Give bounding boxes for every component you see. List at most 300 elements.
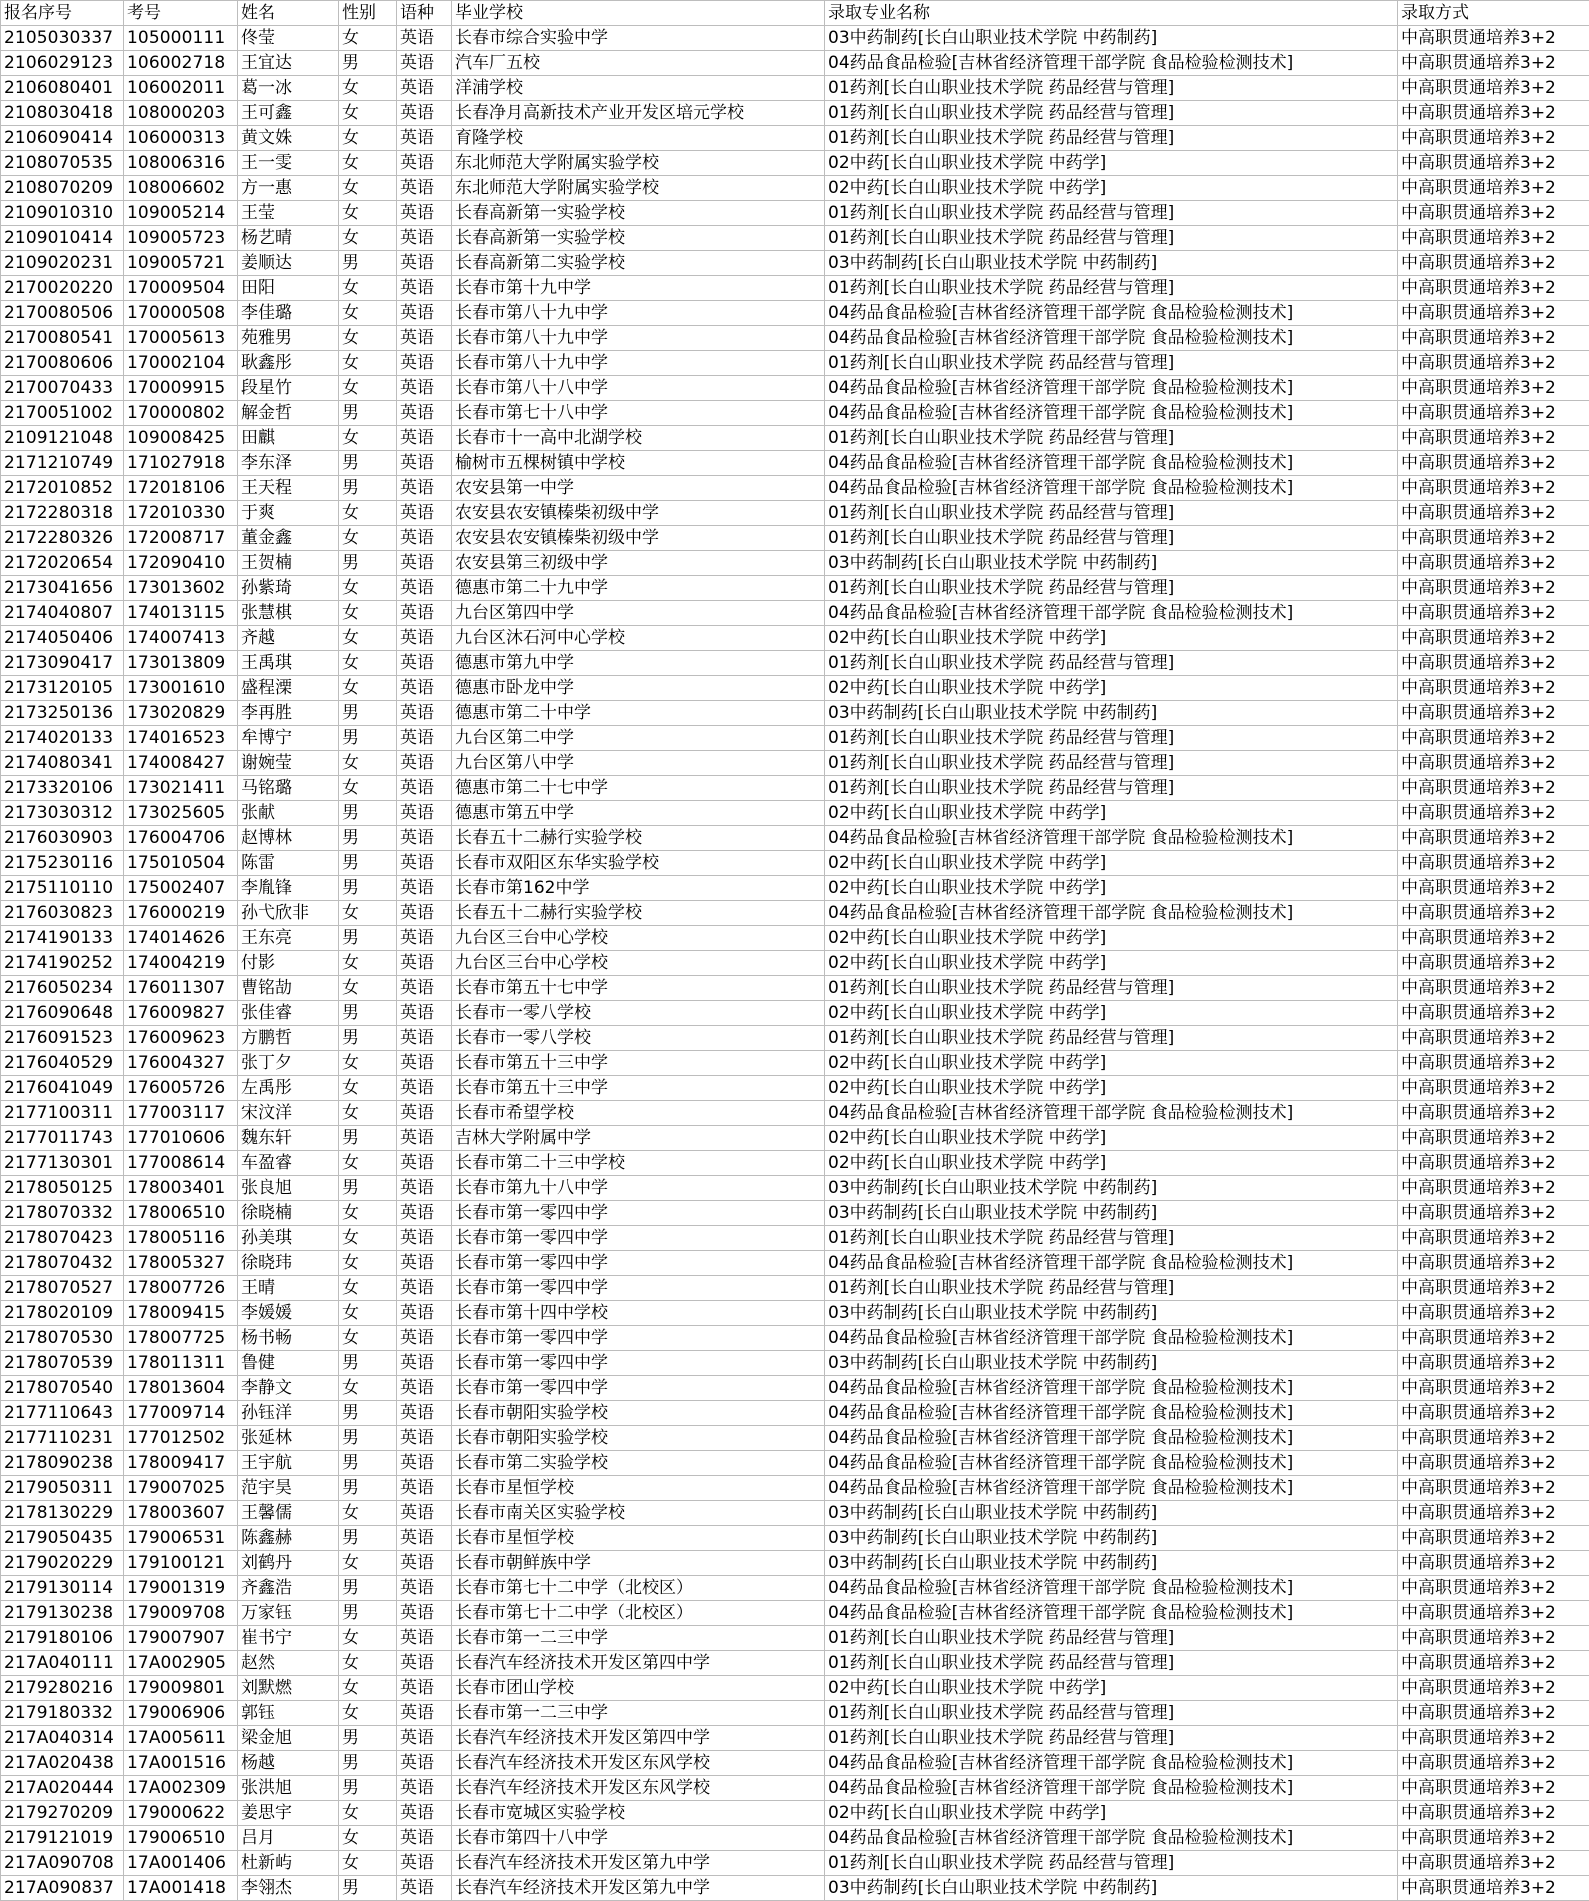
student-name-cell[interactable]: 张慧棋 — [238, 601, 339, 626]
reg-no-cell[interactable]: 2106090414 — [1, 126, 124, 151]
exam-no-cell[interactable]: 179007907 — [124, 1626, 238, 1651]
reg-no-cell[interactable]: 2174040807 — [1, 601, 124, 626]
exam-no-cell[interactable]: 173013602 — [124, 576, 238, 601]
gender-cell[interactable]: 男 — [339, 1776, 397, 1801]
admission-method-cell[interactable]: 中高职贯通培养3+2 — [1398, 1876, 1589, 1901]
student-name-cell[interactable]: 于爽 — [238, 501, 339, 526]
admission-method-cell[interactable]: 中高职贯通培养3+2 — [1398, 101, 1589, 126]
reg-no-cell[interactable]: 2177100311 — [1, 1101, 124, 1126]
exam-no-cell[interactable]: 176000219 — [124, 901, 238, 926]
language-cell[interactable]: 英语 — [397, 1751, 452, 1776]
admission-method-cell[interactable]: 中高职贯通培养3+2 — [1398, 1426, 1589, 1451]
major-cell[interactable]: 01药剂[长白山职业技术学院 药品经营与管理] — [825, 1626, 1398, 1651]
student-name-cell[interactable]: 齐越 — [238, 626, 339, 651]
gender-cell[interactable]: 男 — [339, 726, 397, 751]
school-cell[interactable]: 长春市第一二三中学 — [452, 1626, 825, 1651]
gender-cell[interactable]: 女 — [339, 676, 397, 701]
major-cell[interactable]: 01药剂[长白山职业技术学院 药品经营与管理] — [825, 976, 1398, 1001]
major-cell[interactable]: 03中药制药[长白山职业技术学院 中药制药] — [825, 1551, 1398, 1576]
major-cell[interactable]: 03中药制药[长白山职业技术学院 中药制药] — [825, 1501, 1398, 1526]
language-cell[interactable]: 英语 — [397, 1526, 452, 1551]
school-cell[interactable]: 长春汽车经济技术开发区东风学校 — [452, 1776, 825, 1801]
major-cell[interactable]: 04药品食品检验[吉林省经济管理干部学院 食品检验检测技术] — [825, 326, 1398, 351]
admission-method-cell[interactable]: 中高职贯通培养3+2 — [1398, 1626, 1589, 1651]
school-cell[interactable]: 长春汽车经济技术开发区第九中学 — [452, 1876, 825, 1901]
language-cell[interactable]: 英语 — [397, 1201, 452, 1226]
school-cell[interactable]: 吉林大学附属中学 — [452, 1126, 825, 1151]
major-cell[interactable]: 04药品食品检验[吉林省经济管理干部学院 食品检验检测技术] — [825, 1476, 1398, 1501]
major-cell[interactable]: 04药品食品检验[吉林省经济管理干部学院 食品检验检测技术] — [825, 1376, 1398, 1401]
school-cell[interactable]: 长春市第一零四中学 — [452, 1276, 825, 1301]
admission-method-cell[interactable]: 中高职贯通培养3+2 — [1398, 801, 1589, 826]
student-name-cell[interactable]: 张良旭 — [238, 1176, 339, 1201]
school-cell[interactable]: 长春市第一零四中学 — [452, 1376, 825, 1401]
language-cell[interactable]: 英语 — [397, 1351, 452, 1376]
exam-no-cell[interactable]: 179006531 — [124, 1526, 238, 1551]
school-cell[interactable]: 九台区第二中学 — [452, 726, 825, 751]
student-name-cell[interactable]: 谢婉莹 — [238, 751, 339, 776]
language-cell[interactable]: 英语 — [397, 1626, 452, 1651]
admission-method-cell[interactable]: 中高职贯通培养3+2 — [1398, 1176, 1589, 1201]
school-cell[interactable]: 农安县农安镇榛柴初级中学 — [452, 501, 825, 526]
reg-no-cell[interactable]: 217A090708 — [1, 1851, 124, 1876]
school-cell[interactable]: 长春市一零八学校 — [452, 1026, 825, 1051]
school-cell[interactable]: 长春市南关区实验学校 — [452, 1501, 825, 1526]
student-name-cell[interactable]: 王宜达 — [238, 51, 339, 76]
admission-method-cell[interactable]: 中高职贯通培养3+2 — [1398, 1051, 1589, 1076]
language-cell[interactable]: 英语 — [397, 1501, 452, 1526]
school-cell[interactable]: 德惠市第二十七中学 — [452, 776, 825, 801]
admission-method-cell[interactable]: 中高职贯通培养3+2 — [1398, 251, 1589, 276]
gender-cell[interactable]: 女 — [339, 1376, 397, 1401]
reg-no-cell[interactable]: 2109121048 — [1, 426, 124, 451]
language-cell[interactable]: 英语 — [397, 751, 452, 776]
reg-no-cell[interactable]: 2179130238 — [1, 1601, 124, 1626]
student-name-cell[interactable]: 曹铭劼 — [238, 976, 339, 1001]
reg-no-cell[interactable]: 2109010310 — [1, 201, 124, 226]
admission-method-cell[interactable]: 中高职贯通培养3+2 — [1398, 1551, 1589, 1576]
gender-cell[interactable]: 女 — [339, 201, 397, 226]
school-cell[interactable]: 长春市十一高中北湖学校 — [452, 426, 825, 451]
student-name-cell[interactable]: 王莹 — [238, 201, 339, 226]
gender-cell[interactable]: 男 — [339, 1876, 397, 1901]
language-cell[interactable]: 英语 — [397, 351, 452, 376]
admission-method-cell[interactable]: 中高职贯通培养3+2 — [1398, 676, 1589, 701]
reg-no-cell[interactable]: 2172010852 — [1, 476, 124, 501]
major-cell[interactable]: 04药品食品检验[吉林省经济管理干部学院 食品检验检测技术] — [825, 376, 1398, 401]
major-cell[interactable]: 02中药[长白山职业技术学院 中药学] — [825, 151, 1398, 176]
language-cell[interactable]: 英语 — [397, 1476, 452, 1501]
language-cell[interactable]: 英语 — [397, 426, 452, 451]
gender-cell[interactable]: 男 — [339, 1751, 397, 1776]
admission-method-cell[interactable]: 中高职贯通培养3+2 — [1398, 201, 1589, 226]
reg-no-cell[interactable]: 2179180106 — [1, 1626, 124, 1651]
reg-no-cell[interactable]: 2179050435 — [1, 1526, 124, 1551]
major-cell[interactable]: 03中药制药[长白山职业技术学院 中药制药] — [825, 26, 1398, 51]
reg-no-cell[interactable]: 2176090648 — [1, 1001, 124, 1026]
gender-cell[interactable]: 男 — [339, 451, 397, 476]
exam-no-cell[interactable]: 170000508 — [124, 301, 238, 326]
major-cell[interactable]: 01药剂[长白山职业技术学院 药品经营与管理] — [825, 1851, 1398, 1876]
exam-no-cell[interactable]: 173021411 — [124, 776, 238, 801]
student-name-cell[interactable]: 段星竹 — [238, 376, 339, 401]
reg-no-cell[interactable]: 2174080341 — [1, 751, 124, 776]
language-cell[interactable]: 英语 — [397, 1301, 452, 1326]
gender-cell[interactable]: 女 — [339, 1076, 397, 1101]
school-cell[interactable]: 长春市第十四中学校 — [452, 1301, 825, 1326]
language-cell[interactable]: 英语 — [397, 876, 452, 901]
school-cell[interactable]: 德惠市第五中学 — [452, 801, 825, 826]
reg-no-cell[interactable]: 2172020654 — [1, 551, 124, 576]
admission-method-cell[interactable]: 中高职贯通培养3+2 — [1398, 276, 1589, 301]
col-header-method[interactable]: 录取方式 — [1398, 1, 1589, 26]
admission-method-cell[interactable]: 中高职贯通培养3+2 — [1398, 1226, 1589, 1251]
exam-no-cell[interactable]: 178009415 — [124, 1301, 238, 1326]
student-name-cell[interactable]: 张献 — [238, 801, 339, 826]
major-cell[interactable]: 02中药[长白山职业技术学院 中药学] — [825, 851, 1398, 876]
major-cell[interactable]: 02中药[长白山职业技术学院 中药学] — [825, 1151, 1398, 1176]
language-cell[interactable]: 英语 — [397, 1176, 452, 1201]
language-cell[interactable]: 英语 — [397, 1551, 452, 1576]
language-cell[interactable]: 英语 — [397, 1276, 452, 1301]
school-cell[interactable]: 长春市朝阳实验学校 — [452, 1426, 825, 1451]
gender-cell[interactable]: 男 — [339, 1001, 397, 1026]
school-cell[interactable]: 长春市第八十八中学 — [452, 376, 825, 401]
language-cell[interactable]: 英语 — [397, 801, 452, 826]
school-cell[interactable]: 长春市第一二三中学 — [452, 1701, 825, 1726]
school-cell[interactable]: 长春市第七十二中学（北校区） — [452, 1576, 825, 1601]
gender-cell[interactable]: 男 — [339, 851, 397, 876]
language-cell[interactable]: 英语 — [397, 1776, 452, 1801]
exam-no-cell[interactable]: 170009504 — [124, 276, 238, 301]
reg-no-cell[interactable]: 2176040529 — [1, 1051, 124, 1076]
school-cell[interactable]: 长春五十二赫行实验学校 — [452, 826, 825, 851]
language-cell[interactable]: 英语 — [397, 476, 452, 501]
major-cell[interactable]: 03中药制药[长白山职业技术学院 中药制药] — [825, 1176, 1398, 1201]
gender-cell[interactable]: 女 — [339, 376, 397, 401]
exam-no-cell[interactable]: 178003401 — [124, 1176, 238, 1201]
language-cell[interactable]: 英语 — [397, 1326, 452, 1351]
admission-method-cell[interactable]: 中高职贯通培养3+2 — [1398, 1801, 1589, 1826]
admission-method-cell[interactable]: 中高职贯通培养3+2 — [1398, 1776, 1589, 1801]
language-cell[interactable]: 英语 — [397, 276, 452, 301]
major-cell[interactable]: 04药品食品检验[吉林省经济管理干部学院 食品检验检测技术] — [825, 51, 1398, 76]
gender-cell[interactable]: 男 — [339, 701, 397, 726]
admission-method-cell[interactable]: 中高职贯通培养3+2 — [1398, 1651, 1589, 1676]
school-cell[interactable]: 九台区三台中心学校 — [452, 951, 825, 976]
exam-no-cell[interactable]: 177009714 — [124, 1401, 238, 1426]
gender-cell[interactable]: 男 — [339, 1451, 397, 1476]
gender-cell[interactable]: 女 — [339, 76, 397, 101]
exam-no-cell[interactable]: 175002407 — [124, 876, 238, 901]
gender-cell[interactable]: 女 — [339, 1626, 397, 1651]
school-cell[interactable]: 育隆学校 — [452, 126, 825, 151]
school-cell[interactable]: 东北师范大学附属实验学校 — [452, 176, 825, 201]
school-cell[interactable]: 长春市第一零四中学 — [452, 1326, 825, 1351]
student-name-cell[interactable]: 车盈睿 — [238, 1151, 339, 1176]
admission-method-cell[interactable]: 中高职贯通培养3+2 — [1398, 1326, 1589, 1351]
student-name-cell[interactable]: 王东亮 — [238, 926, 339, 951]
admission-method-cell[interactable]: 中高职贯通培养3+2 — [1398, 1526, 1589, 1551]
student-name-cell[interactable]: 李媛媛 — [238, 1301, 339, 1326]
student-name-cell[interactable]: 方鹏哲 — [238, 1026, 339, 1051]
school-cell[interactable]: 长春市第一零四中学 — [452, 1251, 825, 1276]
gender-cell[interactable]: 男 — [339, 1351, 397, 1376]
student-name-cell[interactable]: 王禹琪 — [238, 651, 339, 676]
school-cell[interactable]: 长春市第二十三中学校 — [452, 1151, 825, 1176]
student-name-cell[interactable]: 王宇航 — [238, 1451, 339, 1476]
gender-cell[interactable]: 女 — [339, 526, 397, 551]
exam-no-cell[interactable]: 178006510 — [124, 1201, 238, 1226]
exam-no-cell[interactable]: 109005721 — [124, 251, 238, 276]
major-cell[interactable]: 01药剂[长白山职业技术学院 药品经营与管理] — [825, 1276, 1398, 1301]
gender-cell[interactable]: 女 — [339, 501, 397, 526]
reg-no-cell[interactable]: 2179121019 — [1, 1826, 124, 1851]
language-cell[interactable]: 英语 — [397, 1826, 452, 1851]
reg-no-cell[interactable]: 2106029123 — [1, 51, 124, 76]
exam-no-cell[interactable]: 171027918 — [124, 451, 238, 476]
student-name-cell[interactable]: 王天程 — [238, 476, 339, 501]
admission-method-cell[interactable]: 中高职贯通培养3+2 — [1398, 501, 1589, 526]
student-name-cell[interactable]: 田阳 — [238, 276, 339, 301]
exam-no-cell[interactable]: 172010330 — [124, 501, 238, 526]
major-cell[interactable]: 02中药[长白山职业技术学院 中药学] — [825, 1801, 1398, 1826]
language-cell[interactable]: 英语 — [397, 101, 452, 126]
exam-no-cell[interactable]: 177010606 — [124, 1126, 238, 1151]
exam-no-cell[interactable]: 179009708 — [124, 1601, 238, 1626]
major-cell[interactable]: 03中药制药[长白山职业技术学院 中药制药] — [825, 1351, 1398, 1376]
exam-no-cell[interactable]: 179009801 — [124, 1676, 238, 1701]
major-cell[interactable]: 02中药[长白山职业技术学院 中药学] — [825, 926, 1398, 951]
reg-no-cell[interactable]: 2179130114 — [1, 1576, 124, 1601]
col-header-reg-no[interactable]: 报名序号 — [1, 1, 124, 26]
language-cell[interactable]: 英语 — [397, 201, 452, 226]
major-cell[interactable]: 01药剂[长白山职业技术学院 药品经营与管理] — [825, 776, 1398, 801]
gender-cell[interactable]: 男 — [339, 1726, 397, 1751]
gender-cell[interactable]: 女 — [339, 576, 397, 601]
major-cell[interactable]: 03中药制药[长白山职业技术学院 中药制药] — [825, 551, 1398, 576]
language-cell[interactable]: 英语 — [397, 226, 452, 251]
student-name-cell[interactable]: 田麒 — [238, 426, 339, 451]
reg-no-cell[interactable]: 2177130301 — [1, 1151, 124, 1176]
exam-no-cell[interactable]: 175010504 — [124, 851, 238, 876]
gender-cell[interactable]: 男 — [339, 1526, 397, 1551]
exam-no-cell[interactable]: 109008425 — [124, 426, 238, 451]
language-cell[interactable]: 英语 — [397, 1401, 452, 1426]
student-name-cell[interactable]: 方一惠 — [238, 176, 339, 201]
language-cell[interactable]: 英语 — [397, 676, 452, 701]
student-name-cell[interactable]: 耿鑫彤 — [238, 351, 339, 376]
student-name-cell[interactable]: 孙紫琦 — [238, 576, 339, 601]
exam-no-cell[interactable]: 174007413 — [124, 626, 238, 651]
language-cell[interactable]: 英语 — [397, 501, 452, 526]
reg-no-cell[interactable]: 2108070209 — [1, 176, 124, 201]
exam-no-cell[interactable]: 106002011 — [124, 76, 238, 101]
reg-no-cell[interactable]: 2178070527 — [1, 1276, 124, 1301]
gender-cell[interactable]: 女 — [339, 776, 397, 801]
reg-no-cell[interactable]: 2177011743 — [1, 1126, 124, 1151]
language-cell[interactable]: 英语 — [397, 701, 452, 726]
school-cell[interactable]: 长春市第四十八中学 — [452, 1826, 825, 1851]
exam-no-cell[interactable]: 178007725 — [124, 1326, 238, 1351]
reg-no-cell[interactable]: 2173090417 — [1, 651, 124, 676]
school-cell[interactable]: 德惠市第二十九中学 — [452, 576, 825, 601]
major-cell[interactable]: 04药品食品检验[吉林省经济管理干部学院 食品检验检测技术] — [825, 476, 1398, 501]
reg-no-cell[interactable]: 2178070432 — [1, 1251, 124, 1276]
major-cell[interactable]: 04药品食品检验[吉林省经济管理干部学院 食品检验检测技术] — [825, 1826, 1398, 1851]
reg-no-cell[interactable]: 2178090238 — [1, 1451, 124, 1476]
student-name-cell[interactable]: 苑雅男 — [238, 326, 339, 351]
reg-no-cell[interactable]: 2178070539 — [1, 1351, 124, 1376]
school-cell[interactable]: 长春市第五十三中学 — [452, 1076, 825, 1101]
admission-method-cell[interactable]: 中高职贯通培养3+2 — [1398, 401, 1589, 426]
admission-method-cell[interactable]: 中高职贯通培养3+2 — [1398, 1126, 1589, 1151]
exam-no-cell[interactable]: 176005726 — [124, 1076, 238, 1101]
school-cell[interactable]: 长春高新第一实验学校 — [452, 226, 825, 251]
admission-method-cell[interactable]: 中高职贯通培养3+2 — [1398, 601, 1589, 626]
student-name-cell[interactable]: 宋汶洋 — [238, 1101, 339, 1126]
admission-method-cell[interactable]: 中高职贯通培养3+2 — [1398, 926, 1589, 951]
language-cell[interactable]: 英语 — [397, 1001, 452, 1026]
gender-cell[interactable]: 女 — [339, 976, 397, 1001]
admission-method-cell[interactable]: 中高职贯通培养3+2 — [1398, 426, 1589, 451]
reg-no-cell[interactable]: 2176030903 — [1, 826, 124, 851]
school-cell[interactable]: 东北师范大学附属实验学校 — [452, 151, 825, 176]
gender-cell[interactable]: 女 — [339, 1851, 397, 1876]
major-cell[interactable]: 04药品食品检验[吉林省经济管理干部学院 食品检验检测技术] — [825, 451, 1398, 476]
gender-cell[interactable]: 女 — [339, 1301, 397, 1326]
school-cell[interactable]: 长春市第七十二中学（北校区） — [452, 1601, 825, 1626]
reg-no-cell[interactable]: 2178070332 — [1, 1201, 124, 1226]
exam-no-cell[interactable]: 179006510 — [124, 1826, 238, 1851]
major-cell[interactable]: 03中药制药[长白山职业技术学院 中药制药] — [825, 701, 1398, 726]
school-cell[interactable]: 长春市团山学校 — [452, 1676, 825, 1701]
school-cell[interactable]: 长春汽车经济技术开发区第四中学 — [452, 1726, 825, 1751]
exam-no-cell[interactable]: 179007025 — [124, 1476, 238, 1501]
major-cell[interactable]: 01药剂[长白山职业技术学院 药品经营与管理] — [825, 726, 1398, 751]
school-cell[interactable]: 长春市第一零四中学 — [452, 1201, 825, 1226]
admission-method-cell[interactable]: 中高职贯通培养3+2 — [1398, 751, 1589, 776]
admission-method-cell[interactable]: 中高职贯通培养3+2 — [1398, 1351, 1589, 1376]
admission-method-cell[interactable]: 中高职贯通培养3+2 — [1398, 1026, 1589, 1051]
reg-no-cell[interactable]: 217A090837 — [1, 1876, 124, 1901]
col-header-exam-no[interactable]: 考号 — [124, 1, 238, 26]
language-cell[interactable]: 英语 — [397, 1601, 452, 1626]
exam-no-cell[interactable]: 177003117 — [124, 1101, 238, 1126]
school-cell[interactable]: 长春市第九十八中学 — [452, 1176, 825, 1201]
student-name-cell[interactable]: 赵博林 — [238, 826, 339, 851]
gender-cell[interactable]: 女 — [339, 1826, 397, 1851]
gender-cell[interactable]: 男 — [339, 251, 397, 276]
student-name-cell[interactable]: 吕月 — [238, 1826, 339, 1851]
school-cell[interactable]: 长春市双阳区东华实验学校 — [452, 851, 825, 876]
gender-cell[interactable]: 女 — [339, 1276, 397, 1301]
exam-no-cell[interactable]: 178009417 — [124, 1451, 238, 1476]
gender-cell[interactable]: 男 — [339, 876, 397, 901]
school-cell[interactable]: 汽车厂五校 — [452, 51, 825, 76]
language-cell[interactable]: 英语 — [397, 601, 452, 626]
student-name-cell[interactable]: 孙弋欣非 — [238, 901, 339, 926]
exam-no-cell[interactable]: 17A002905 — [124, 1651, 238, 1676]
major-cell[interactable]: 01药剂[长白山职业技术学院 药品经营与管理] — [825, 351, 1398, 376]
reg-no-cell[interactable]: 2170020220 — [1, 276, 124, 301]
exam-no-cell[interactable]: 17A002309 — [124, 1776, 238, 1801]
admission-method-cell[interactable]: 中高职贯通培养3+2 — [1398, 1726, 1589, 1751]
gender-cell[interactable]: 女 — [339, 26, 397, 51]
language-cell[interactable]: 英语 — [397, 851, 452, 876]
student-name-cell[interactable]: 梁金旭 — [238, 1726, 339, 1751]
admission-method-cell[interactable]: 中高职贯通培养3+2 — [1398, 1401, 1589, 1426]
student-name-cell[interactable]: 杜新屿 — [238, 1851, 339, 1876]
reg-no-cell[interactable]: 2177110643 — [1, 1401, 124, 1426]
exam-no-cell[interactable]: 178011311 — [124, 1351, 238, 1376]
major-cell[interactable]: 01药剂[长白山职业技术学院 药品经营与管理] — [825, 1651, 1398, 1676]
gender-cell[interactable]: 男 — [339, 1476, 397, 1501]
major-cell[interactable]: 03中药制药[长白山职业技术学院 中药制药] — [825, 1526, 1398, 1551]
exam-no-cell[interactable]: 178005327 — [124, 1251, 238, 1276]
school-cell[interactable]: 长春市第二实验学校 — [452, 1451, 825, 1476]
school-cell[interactable]: 九台区第四中学 — [452, 601, 825, 626]
student-name-cell[interactable]: 徐晓玮 — [238, 1251, 339, 1276]
language-cell[interactable]: 英语 — [397, 1851, 452, 1876]
major-cell[interactable]: 01药剂[长白山职业技术学院 药品经营与管理] — [825, 1726, 1398, 1751]
major-cell[interactable]: 01药剂[长白山职业技术学院 药品经营与管理] — [825, 201, 1398, 226]
major-cell[interactable]: 04药品食品检验[吉林省经济管理干部学院 食品检验检测技术] — [825, 826, 1398, 851]
gender-cell[interactable]: 女 — [339, 951, 397, 976]
reg-no-cell[interactable]: 2176030823 — [1, 901, 124, 926]
student-name-cell[interactable]: 李佳璐 — [238, 301, 339, 326]
major-cell[interactable]: 04药品食品检验[吉林省经济管理干部学院 食品检验检测技术] — [825, 1101, 1398, 1126]
gender-cell[interactable]: 女 — [339, 1151, 397, 1176]
language-cell[interactable]: 英语 — [397, 1801, 452, 1826]
student-name-cell[interactable]: 李东泽 — [238, 451, 339, 476]
exam-no-cell[interactable]: 170009915 — [124, 376, 238, 401]
reg-no-cell[interactable]: 2178050125 — [1, 1176, 124, 1201]
gender-cell[interactable]: 女 — [339, 1801, 397, 1826]
reg-no-cell[interactable]: 2178020109 — [1, 1301, 124, 1326]
gender-cell[interactable]: 女 — [339, 1226, 397, 1251]
admission-method-cell[interactable]: 中高职贯通培养3+2 — [1398, 1001, 1589, 1026]
admission-method-cell[interactable]: 中高职贯通培养3+2 — [1398, 901, 1589, 926]
admission-method-cell[interactable]: 中高职贯通培养3+2 — [1398, 1376, 1589, 1401]
major-cell[interactable]: 01药剂[长白山职业技术学院 药品经营与管理] — [825, 1226, 1398, 1251]
school-cell[interactable]: 长春汽车经济技术开发区第九中学 — [452, 1851, 825, 1876]
student-name-cell[interactable]: 佟莹 — [238, 26, 339, 51]
school-cell[interactable]: 长春市第八十九中学 — [452, 301, 825, 326]
major-cell[interactable]: 03中药制药[长白山职业技术学院 中药制药] — [825, 1876, 1398, 1901]
gender-cell[interactable]: 女 — [339, 126, 397, 151]
student-name-cell[interactable]: 杨越 — [238, 1751, 339, 1776]
language-cell[interactable]: 英语 — [397, 1651, 452, 1676]
exam-no-cell[interactable]: 106002718 — [124, 51, 238, 76]
language-cell[interactable]: 英语 — [397, 126, 452, 151]
exam-no-cell[interactable]: 173001610 — [124, 676, 238, 701]
reg-no-cell[interactable]: 217A040314 — [1, 1726, 124, 1751]
admission-method-cell[interactable]: 中高职贯通培养3+2 — [1398, 376, 1589, 401]
school-cell[interactable]: 长春五十二赫行实验学校 — [452, 901, 825, 926]
student-name-cell[interactable]: 孙美琪 — [238, 1226, 339, 1251]
reg-no-cell[interactable]: 2177110231 — [1, 1426, 124, 1451]
gender-cell[interactable]: 女 — [339, 1051, 397, 1076]
gender-cell[interactable]: 女 — [339, 1701, 397, 1726]
student-name-cell[interactable]: 李翎杰 — [238, 1876, 339, 1901]
student-name-cell[interactable]: 刘默燃 — [238, 1676, 339, 1701]
student-name-cell[interactable]: 李胤锋 — [238, 876, 339, 901]
exam-no-cell[interactable]: 178003607 — [124, 1501, 238, 1526]
language-cell[interactable]: 英语 — [397, 1426, 452, 1451]
reg-no-cell[interactable]: 217A020438 — [1, 1751, 124, 1776]
exam-no-cell[interactable]: 178013604 — [124, 1376, 238, 1401]
